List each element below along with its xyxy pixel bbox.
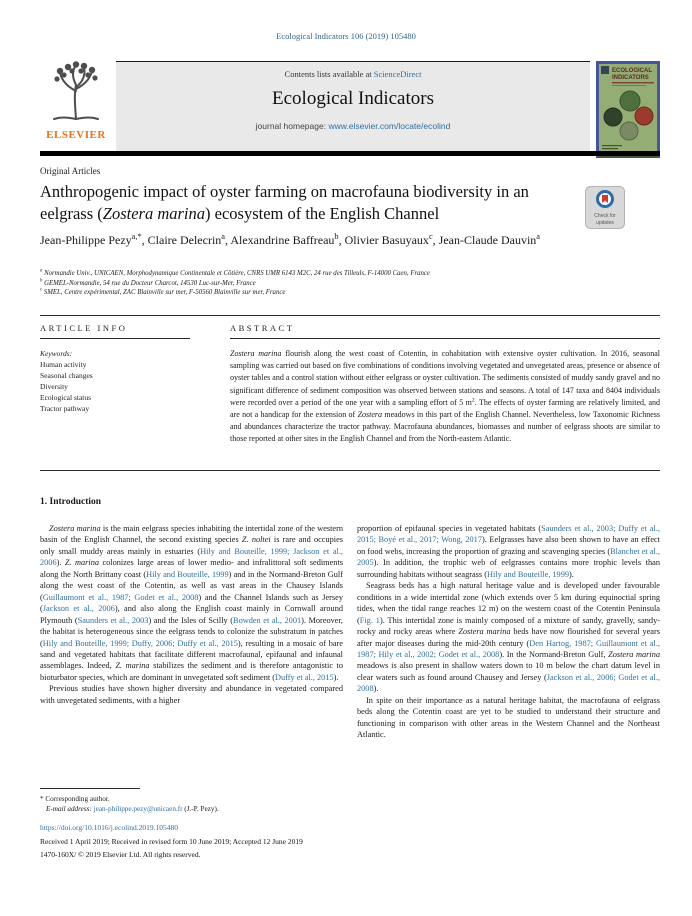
affiliation-a-sup: a xyxy=(40,268,43,274)
author-list: Jean-Philippe Pezy$^{a,*}$, Claire Delecrin$^a$, Alexandrine Baffreau$^b$, Olivier Basuyaux$^c$, Jean-Claude Dauvin$^a$ xyxy=(40,232,541,247)
email-line: E-mail address: jean-philippe.pezy@unicaen.fr (J.-P. Pezy). xyxy=(46,805,219,813)
contents-line xyxy=(116,69,590,79)
paragraph: In spite on their importance as a natural heritage habitat, the macrofauna of eelgrass beds along the Cotentin coast are yet to be studied to understand their structure and functioning in comparison with other areas in the Western Channel and the Northeast Atlantic. xyxy=(357,695,660,740)
doi-link[interactable]: https://doi.org/10.1016/j.ecolind.2019.105480 xyxy=(40,823,178,832)
affiliation-a xyxy=(40,269,640,279)
check-for-updates-badge[interactable] xyxy=(585,186,625,229)
corresponding-author-note: * Corresponding author. xyxy=(40,795,110,803)
paragraph: Zostera marina is the main eelgrass species inhabiting the intertidal zone of the western basin of the English Channel, the second existing species Z. noltei is rare and occupies only small muddy areas mainly in estuaries (Hily and Bouteille, 1999; Jackson et al., 2006). Z. marina colonizes large areas of lower medio- and infralittoral soft sediments along the North Brittany coast (Hily and Bouteille, 1999) and in the Normand-Breton Gulf along the west coast of the Cotentin, as well as vast areas in the Chausey Islands (Guillaumont et al., 1987; Godet et al., 2008) and the Channel Islands such as Jersey (Jackson et al., 2006), and also along the English coast mainly in Cornwall around Plymouth (Saunders et al., 2003) and the Isles of Scilly (Bowden et al., 2001). Moreover, the habitat is heterogeneous since the eelgrass tends to colonize the substratum in patches (Hily and Bouteille, 1999; Duffy, 2006; Duffy et al., 2015), resulting in a mosaic of bare sand and vegetated habitats that facilitate different macrofaunal, epifaunal and infaunal assemblages. Indeed, Z. marina stabilizes the sediment and is therefore antagonistic to bioturbator species, which are dominant in unvegetated soft sediment (Duffy et al., 2015). xyxy=(40,524,344,682)
affiliation-c-sup: c xyxy=(40,287,43,293)
citation-link[interactable]: Duffy et al., 2015 xyxy=(275,672,334,682)
rule-above-article-info xyxy=(40,315,660,316)
affiliation-a-text: Normandie Univ., UNICAEN, Morphodynamique Continentale et Côtière, CNRS UMR 6143 M2C, 24 rue des Tilleuls, F-14000 Caen, France xyxy=(44,270,430,277)
citation-link[interactable]: Blanchet et al., 2005 xyxy=(357,546,660,568)
keywords-list xyxy=(40,348,190,414)
copyright-line: 1470-160X/ © 2019 Elsevier Ltd. All rights reserved. xyxy=(40,850,201,859)
affiliations xyxy=(40,269,640,298)
affiliation-c xyxy=(40,288,640,298)
keyword-item: Human activity xyxy=(40,360,87,369)
body-columns xyxy=(40,523,660,741)
citation-link[interactable]: Hily and Bouteille, 1999; Jackson et al., 2006 xyxy=(40,546,343,568)
keyword-item: Tractor pathway xyxy=(40,404,90,413)
citation-link[interactable]: Saunders et al., 2003 xyxy=(77,615,149,625)
paragraph: Previous studies have shown higher diversity and abundance in vegetated compared with unvegetated sediments, with a higher xyxy=(40,684,343,705)
article-section-label: Original Articles xyxy=(40,166,101,176)
contents-prefix: Contents lists available at xyxy=(284,69,374,79)
homepage-line xyxy=(116,121,590,131)
article-info-block xyxy=(40,323,190,414)
keyword-item: Seasonal changes xyxy=(40,371,93,380)
affiliation-b-text: GEMEL-Normandie, 54 rue du Docteur Charcot, 14530 Luc-sur-Mer, France xyxy=(44,279,256,287)
citation-link[interactable]: Hily and Bouteille, 1999 xyxy=(146,569,229,579)
check-badge-label1: Check for xyxy=(594,213,616,219)
paragraph: proportion of epifaunal species in vegetated habitats (Saunders et al., 2003; Duffy et al., 2015; Boyé et al., 2017; Wong, 2017). Eelgrasses have also been shown to have an effect on food webs, increasing the proportion of grazing and scavenging species (Blanchet et al., 2005). In addition, the trophic web of eelgrasses contains more trophic levels than surrounding habitats without seagrass (Hily and Bouteille, 1999). xyxy=(357,524,660,579)
elsevier-logo xyxy=(40,61,112,151)
journal-header xyxy=(40,61,660,151)
citation-link[interactable]: Saunders et al., 2003; Duffy et al., 2015; Boyé et al., 2017; Wong, 2017 xyxy=(357,524,660,545)
elsevier-wordmark: ELSEVIER xyxy=(46,129,106,141)
header-divider-bar xyxy=(40,151,660,156)
body-column-left xyxy=(40,523,343,741)
keywords-label: Keywords: xyxy=(40,349,73,358)
rule-below-abstract xyxy=(40,470,660,471)
journal-banner xyxy=(116,61,590,151)
article-info-rule xyxy=(40,338,190,339)
cover-title-line2: INDICATORS xyxy=(612,75,649,81)
received-dates: Received 1 April 2019; Received in revised form 10 June 2019; Accepted 12 June 2019 xyxy=(40,837,303,846)
homepage-prefix: journal homepage: xyxy=(255,121,329,131)
journal-homepage-link[interactable]: www.elsevier.com/locate/ecolind xyxy=(328,121,451,131)
citation-link[interactable]: Jackson et al., 2006; Godet et al., 2008 xyxy=(357,672,660,694)
journal-citation: Ecological Indicators 106 (2019) 105480 xyxy=(276,31,416,41)
sciencedirect-link[interactable]: ScienceDirect xyxy=(373,69,422,79)
citation-link[interactable]: Bowden et al., 2001 xyxy=(233,615,302,625)
footnote xyxy=(40,794,440,814)
citation-link[interactable]: jean-philippe.pezy@unicaen.fr xyxy=(93,805,183,813)
check-badge-label2: updates xyxy=(596,220,614,226)
abstract-text: Zostera marina flourish along the west coast of Cotentin, in cohabitation with extensive oyster cultivation. In 2016, seasonal sampling was carried out based on five combinations of conditions involving vegetated and unvegetated areas, presence or absence of oyster tables and a control station without either eelgrass or oyster cultivation. The sediments consisted of muddy sandy gravel and no significant difference of sediment composition was observed between stations and seasons. A total of 147 taxa and 8404 individuals were recorded over a period of the one year with a sampling effort of 5 $m^2$. The effects of oyster farming are relatively limited, and are not a handicap for the extension of Zostera meadows in this part of the English Channel. Nevertheless, low Taxonomic Richness and abundances characterize the tractor pathway. Macrofauna abundances, biomasses and number of eelgrass shoots are similar to those reported at other sites in the English Channel and from the North-eastern Atlantic. xyxy=(230,349,661,444)
keyword-item: Ecological status xyxy=(40,393,92,402)
citation-link[interactable]: Fig. 1 xyxy=(359,615,380,625)
citation-link[interactable]: Hily and Bouteille, 1999; Duffy, 2006; Duffy et al., 2015 xyxy=(42,638,238,648)
affiliation-b xyxy=(40,279,640,289)
journal-title: Ecological Indicators xyxy=(272,88,434,109)
citation-link[interactable]: Guillaumont et al., 1987; Godet et al., 2008 xyxy=(42,592,199,602)
cover-title-line1: ECOLOGICAL xyxy=(612,68,652,74)
abstract-block xyxy=(230,323,660,446)
journal-cover-thumbnail xyxy=(596,61,660,158)
body-column-right xyxy=(357,523,660,741)
article-info-heading: ARTICLE INFO xyxy=(40,323,128,333)
affiliation-c-text: SMEL, Centre expérimental, ZAC Blainville sur mer, F-50560 Blainville sur mer, France xyxy=(43,289,286,296)
affiliation-b-sup: b xyxy=(40,278,43,284)
abstract-heading: ABSTRACT xyxy=(230,323,295,333)
introduction-heading: 1. Introduction xyxy=(40,497,102,507)
citation-link[interactable]: Hily and Bouteille, 1999 xyxy=(486,569,570,579)
citation-link[interactable]: Den Hartog, 1987; Guillaumont et al., 1987; Hily et al., 2002; Godet et al., 2008 xyxy=(357,638,660,659)
elsevier-tree-icon xyxy=(48,61,104,128)
footnote-rule xyxy=(40,788,140,789)
citation-link[interactable]: Jackson et al., 2006 xyxy=(42,604,115,614)
abstract-rule xyxy=(230,338,660,339)
keyword-item: Diversity xyxy=(40,382,68,391)
article-title: Anthropogenic impact of oyster farming on macrofauna biodiversity in an eelgrass (Zostera marina) ecosystem of the English Channel xyxy=(40,182,529,223)
paragraph: Seagrass beds has a high natural heritage value and is developed under favourable conditions in a wide intertidal zone (which extends over 5 km during equinoctial spring tides, when the tidal range reaches 12 m) on the western coast of the Cotentin Peninsula (Fig. 1). This intertidal zone is mainly composed of a mixture of sandy, gravelly, sandy-rocky and rocky areas where Zostera marina beds have now flourished for several years after major diseases during the mid-20th century (Den Hartog, 1987; Guillaumont et al., 1987; Hily et al., 2002; Godet et al., 2008). In the Normand-Breton Gulf, Zostera marina meadows is also present in shallow waters down to 10 m below the chart datum level in clear waters such as found around Chausey and Jersey (Jackson et al., 2006; Godet et al., 2008). xyxy=(357,581,661,694)
